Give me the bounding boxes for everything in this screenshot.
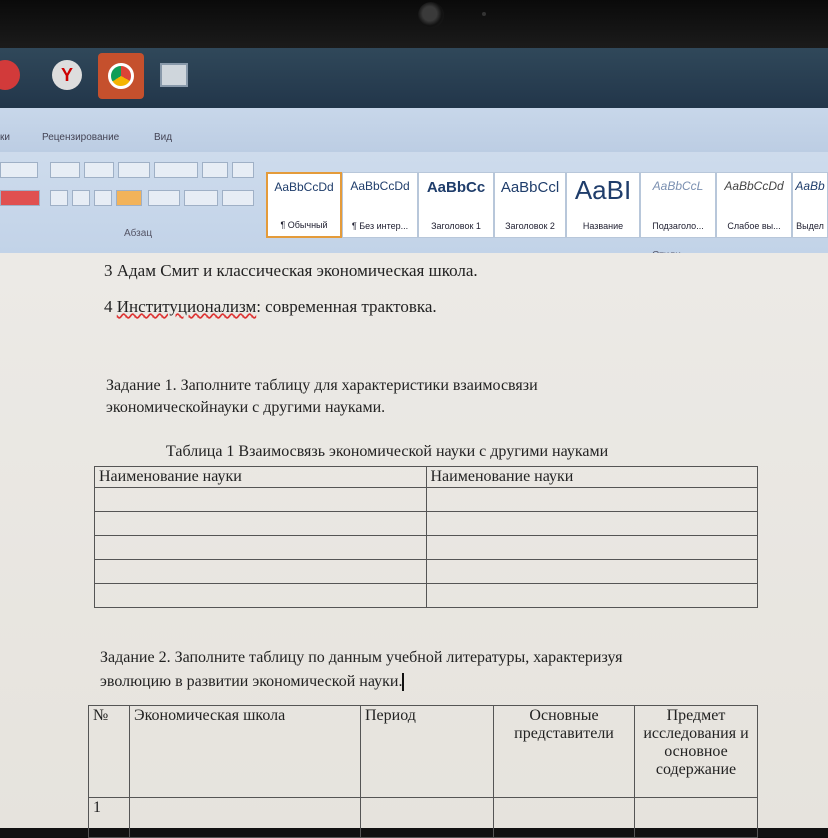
yandex-browser-icon[interactable] <box>48 56 86 94</box>
table-cell[interactable] <box>95 488 427 512</box>
indent-icon[interactable] <box>154 162 198 178</box>
style-subtitle[interactable] <box>640 172 716 238</box>
align-right-icon[interactable] <box>94 190 112 206</box>
text-cursor <box>402 673 404 691</box>
style-sample: AaBb <box>795 179 825 193</box>
yandex-glyph: Y <box>52 60 82 90</box>
webcam-icon <box>418 2 444 28</box>
numbering-icon[interactable] <box>84 162 114 178</box>
ribbon-tabs <box>0 108 828 152</box>
table-cell[interactable] <box>426 488 758 512</box>
bullets-icon[interactable] <box>50 162 80 178</box>
table-cell[interactable] <box>426 560 758 584</box>
list-item-4-number: 4 <box>104 297 117 316</box>
table-header-row <box>95 467 758 488</box>
opera-icon[interactable] <box>0 56 24 94</box>
shading-icon[interactable] <box>184 190 218 206</box>
table-row <box>95 584 758 608</box>
table-header-row <box>89 706 758 798</box>
table-cell[interactable] <box>426 584 758 608</box>
table-cell[interactable] <box>95 536 427 560</box>
tab-view[interactable]: Вид <box>154 132 173 143</box>
list-item-3: 3 Адам Смит и классическая экономическая школа. <box>104 261 478 280</box>
table2-header-period[interactable]: Период <box>361 706 494 798</box>
table-row <box>95 536 758 560</box>
tab-partial[interactable]: ки <box>0 132 10 143</box>
table-row <box>95 560 758 584</box>
style-name: Название <box>582 221 624 231</box>
style-name: Подзаголо... <box>652 221 704 231</box>
tab-review[interactable]: Рецензирование <box>42 132 120 143</box>
style-sample: AaBbCc <box>426 179 486 196</box>
table-row <box>89 798 758 838</box>
borders-icon[interactable] <box>222 190 254 206</box>
task1-line1: Задание 1. Заполните таблицу для характеристики взаимосвязи <box>106 377 538 394</box>
style-normal[interactable] <box>266 172 342 238</box>
table-cell[interactable] <box>635 798 758 838</box>
style-subtle-emphasis[interactable] <box>716 172 792 238</box>
chrome-icon[interactable] <box>98 53 144 99</box>
table2-header-number[interactable]: № <box>89 706 130 798</box>
style-name: Слабое вы... <box>727 221 781 231</box>
spellcheck-word[interactable]: Институционализм <box>116 297 257 316</box>
style-name: Заголовок 2 <box>505 221 555 231</box>
table-cell[interactable] <box>361 798 494 838</box>
style-sample: AaBbCcl <box>500 179 560 196</box>
table-cell[interactable] <box>130 798 361 838</box>
list-item-4-rest: : современная трактовка. <box>256 297 437 316</box>
task2-line1: Задание 2. Заполните таблицу по данным учебной литературы, характеризуя <box>100 649 623 666</box>
style-emphasis[interactable] <box>792 172 828 238</box>
multilevel-list-icon[interactable] <box>118 162 150 178</box>
table-cell[interactable] <box>494 798 635 838</box>
table1-header-cell[interactable]: Наименование науки <box>95 467 427 488</box>
style-name: ¶ Обычный <box>280 220 328 230</box>
table1-header-cell[interactable]: Наименование науки <box>426 467 758 488</box>
paragraph-tools <box>0 152 260 242</box>
sort-az-icon[interactable] <box>202 162 228 178</box>
style-name: Выдел <box>796 221 824 231</box>
task2-line2 <box>100 673 404 691</box>
table-cell[interactable] <box>95 560 427 584</box>
style-sample: AaBbCcL <box>652 179 704 193</box>
align-center-icon[interactable] <box>72 190 90 206</box>
sensor-dot <box>482 12 486 16</box>
table-cell[interactable] <box>426 512 758 536</box>
pilcrow-icon[interactable] <box>232 162 254 178</box>
task2-line2-text: эволюцию в развитии экономической науки. <box>100 673 403 690</box>
font-color-icon[interactable] <box>0 190 40 206</box>
word-ribbon <box>0 108 828 253</box>
style-heading-1[interactable] <box>418 172 494 238</box>
table-1[interactable] <box>94 466 758 608</box>
laptop-bezel <box>0 0 828 48</box>
style-sample: AaBbCcDd <box>350 179 410 193</box>
explorer-icon[interactable] <box>155 56 193 94</box>
document-page[interactable] <box>0 253 828 828</box>
table-cell[interactable] <box>95 512 427 536</box>
line-spacing-icon[interactable] <box>148 190 180 206</box>
style-sample: AaBbCcDd <box>724 179 784 193</box>
style-no-spacing[interactable] <box>342 172 418 238</box>
taskbar <box>0 48 828 108</box>
paragraph-group-label: Абзац <box>124 228 153 239</box>
align-left-icon[interactable] <box>50 190 68 206</box>
style-sample: AaBbCcDd <box>274 180 334 194</box>
table2-header-representatives[interactable]: Основные представители <box>494 706 635 798</box>
justify-icon[interactable] <box>116 190 142 206</box>
table-cell[interactable] <box>95 584 427 608</box>
style-title[interactable] <box>566 172 640 238</box>
styles-gallery <box>260 156 828 234</box>
style-name: ¶ Без интер... <box>351 221 409 231</box>
list-item-4 <box>104 297 437 317</box>
table2-header-subject[interactable]: Предмет исследования и основное содержание <box>635 706 758 798</box>
table-2[interactable] <box>88 705 758 838</box>
table-cell[interactable] <box>426 536 758 560</box>
table-row <box>95 512 758 536</box>
task1-line2: экономическойнауки с другими науками. <box>106 399 386 416</box>
style-heading-2[interactable] <box>494 172 566 238</box>
sort-button[interactable] <box>0 162 38 178</box>
style-sample: AaBI <box>574 175 632 205</box>
table-row-number[interactable]: 1 <box>89 798 130 838</box>
style-name: Заголовок 1 <box>431 221 481 231</box>
table2-header-school[interactable]: Экономическая школа <box>130 706 361 798</box>
table-row <box>95 488 758 512</box>
table1-caption: Таблица 1 Взаимосвязь экономической науки с другими науками <box>166 443 609 460</box>
